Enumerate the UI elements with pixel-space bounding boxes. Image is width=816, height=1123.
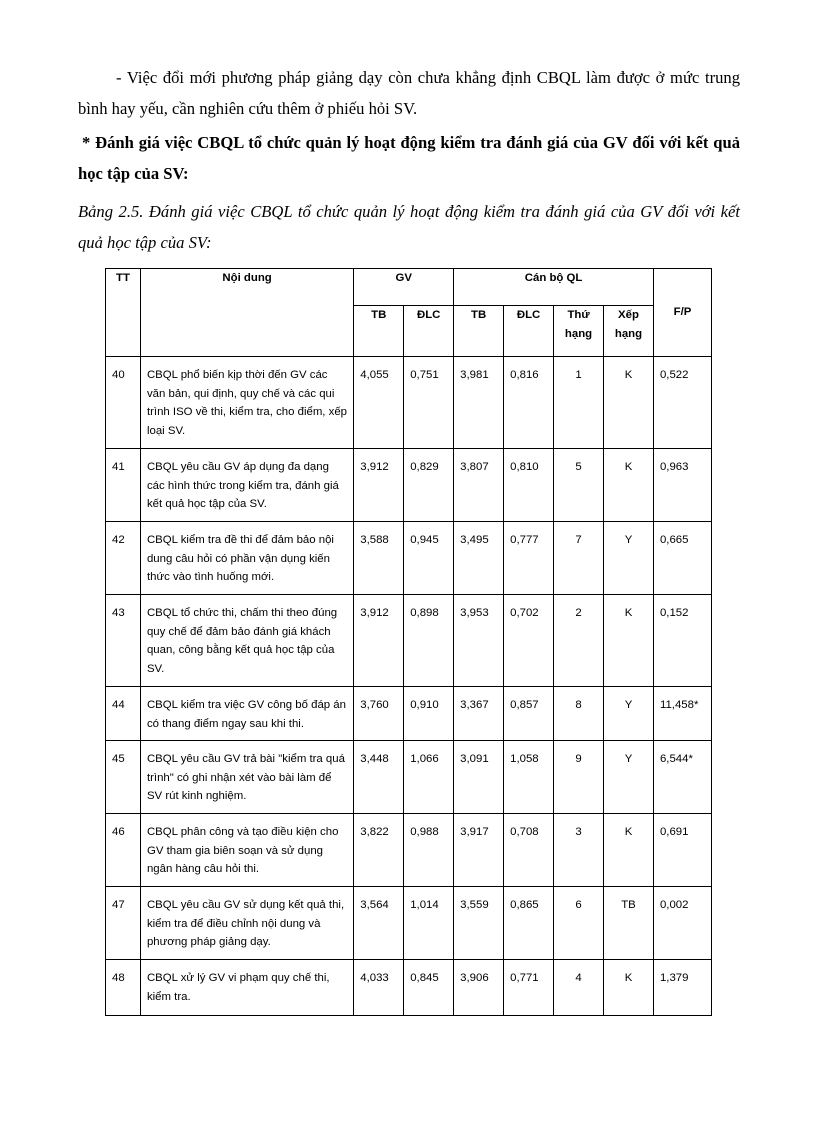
cell-tt: 46 xyxy=(106,814,141,887)
cell-gv-dlc: 0,751 xyxy=(404,357,454,449)
cell-rank: 9 xyxy=(554,741,604,814)
cell-gv-tb: 3,912 xyxy=(354,449,404,522)
cell-content: CBQL kiểm tra đề thi để đảm bảo nội dung câu hỏi có phần vận dụng kiến thức vào tình huống mới. xyxy=(140,522,353,595)
header-content: Nội dung xyxy=(140,269,353,357)
cell-tt: 44 xyxy=(106,687,141,741)
cell-rank: 6 xyxy=(554,887,604,960)
header-fp: F/P xyxy=(653,269,711,357)
cell-fp: 0,152 xyxy=(653,595,711,687)
cell-tt: 47 xyxy=(106,887,141,960)
cell-content: CBQL yêu cầu GV sử dụng kết quả thi, kiểm tra để điều chỉnh nội dung và phương pháp giảng dạy. xyxy=(140,887,353,960)
header-tt: TT xyxy=(106,269,141,357)
cell-ql-dlc: 0,771 xyxy=(504,960,554,1016)
header-gv: GV xyxy=(354,269,454,306)
cell-content: CBQL phân công và tạo điều kiện cho GV tham gia biên soạn và sử dụng ngân hàng câu hỏi thi. xyxy=(140,814,353,887)
cell-gv-tb: 3,588 xyxy=(354,522,404,595)
cell-gv-tb: 3,822 xyxy=(354,814,404,887)
cell-grade: K xyxy=(604,449,654,522)
cell-gv-dlc: 1,014 xyxy=(404,887,454,960)
cell-ql-tb: 3,559 xyxy=(454,887,504,960)
cell-content: CBQL xử lý GV vi phạm quy chế thi, kiểm tra. xyxy=(140,960,353,1016)
cell-ql-dlc: 0,810 xyxy=(504,449,554,522)
table-row xyxy=(106,449,712,522)
cell-rank: 8 xyxy=(554,687,604,741)
table-caption: Bảng 2.5. Đánh giá việc CBQL tổ chức quản lý hoạt động kiểm tra đánh giá của GV đối với kết quả học tập của SV: xyxy=(78,202,740,252)
cell-ql-dlc: 1,058 xyxy=(504,741,554,814)
cell-content: CBQL yêu cầu GV trả bài "kiểm tra quá trình" có ghi nhận xét vào bài làm để SV rút kinh nghiệm. xyxy=(140,741,353,814)
table-row xyxy=(106,814,712,887)
table-row xyxy=(106,357,712,449)
cell-gv-tb: 4,055 xyxy=(354,357,404,449)
cell-gv-dlc: 1,066 xyxy=(404,741,454,814)
cell-rank: 3 xyxy=(554,814,604,887)
cell-tt: 43 xyxy=(106,595,141,687)
cell-rank: 2 xyxy=(554,595,604,687)
cell-ql-tb: 3,807 xyxy=(454,449,504,522)
cell-ql-tb: 3,495 xyxy=(454,522,504,595)
cell-rank: 5 xyxy=(554,449,604,522)
cell-content: CBQL yêu cầu GV áp dụng đa dạng các hình thức trong kiểm tra, đánh giá kết quả học tập của SV. xyxy=(140,449,353,522)
evaluation-table xyxy=(105,268,712,1016)
cell-grade: Y xyxy=(604,687,654,741)
cell-fp: 0,665 xyxy=(653,522,711,595)
cell-grade: Y xyxy=(604,741,654,814)
cell-fp: 1,379 xyxy=(653,960,711,1016)
cell-grade: K xyxy=(604,960,654,1016)
cell-gv-tb: 3,760 xyxy=(354,687,404,741)
cell-ql-dlc: 0,702 xyxy=(504,595,554,687)
cell-ql-dlc: 0,777 xyxy=(504,522,554,595)
table-row xyxy=(106,595,712,687)
cell-gv-dlc: 0,898 xyxy=(404,595,454,687)
cell-ql-tb: 3,981 xyxy=(454,357,504,449)
table-row xyxy=(106,960,712,1016)
cell-tt: 45 xyxy=(106,741,141,814)
table-row xyxy=(106,522,712,595)
cell-gv-tb: 3,912 xyxy=(354,595,404,687)
cell-fp: 0,963 xyxy=(653,449,711,522)
cell-rank: 4 xyxy=(554,960,604,1016)
cell-rank: 7 xyxy=(554,522,604,595)
cell-ql-tb: 3,091 xyxy=(454,741,504,814)
cell-fp: 0,002 xyxy=(653,887,711,960)
cell-gv-dlc: 0,988 xyxy=(404,814,454,887)
cell-grade: TB xyxy=(604,887,654,960)
cell-ql-tb: 3,367 xyxy=(454,687,504,741)
cell-gv-dlc: 0,945 xyxy=(404,522,454,595)
cell-ql-tb: 3,917 xyxy=(454,814,504,887)
cell-ql-dlc: 0,708 xyxy=(504,814,554,887)
table-row xyxy=(106,887,712,960)
header-gv-tb: TB xyxy=(354,306,404,357)
section-heading: * Đánh giá việc CBQL tổ chức quản lý hoạt động kiểm tra đánh giá của GV đối với kết quả học tập của SV: xyxy=(78,133,740,183)
cell-ql-dlc: 0,816 xyxy=(504,357,554,449)
header-rank: Thứ hạng xyxy=(554,306,604,357)
cell-gv-tb: 4,033 xyxy=(354,960,404,1016)
paragraph-intro: - Việc đổi mới phương pháp giảng dạy còn chưa khẳng định CBQL làm được ở mức trung bình hay yếu, cần nghiên cứu thêm ở phiếu hỏi SV. xyxy=(78,68,740,118)
cell-fp: 0,522 xyxy=(653,357,711,449)
table-row xyxy=(106,741,712,814)
cell-grade: K xyxy=(604,357,654,449)
cell-ql-dlc: 0,857 xyxy=(504,687,554,741)
cell-content: CBQL tổ chức thi, chấm thi theo đúng quy chế để đảm bảo đánh giá khách quan, công bằng kết quả học tập của SV. xyxy=(140,595,353,687)
cell-gv-tb: 3,448 xyxy=(354,741,404,814)
header-ql-tb: TB xyxy=(454,306,504,357)
cell-content: CBQL kiểm tra việc GV công bố đáp án có thang điểm ngay sau khi thi. xyxy=(140,687,353,741)
cell-tt: 42 xyxy=(106,522,141,595)
table-row xyxy=(106,687,712,741)
cell-fp: 11,458* xyxy=(653,687,711,741)
cell-fp: 0,691 xyxy=(653,814,711,887)
cell-content: CBQL phổ biến kịp thời đến GV các văn bản, qui định, quy chế và các qui trình ISO về thi, kiểm tra, cho điểm, xếp loại SV. xyxy=(140,357,353,449)
cell-tt: 40 xyxy=(106,357,141,449)
cell-fp: 6,544* xyxy=(653,741,711,814)
cell-ql-tb: 3,906 xyxy=(454,960,504,1016)
header-ql-dlc: ĐLC xyxy=(504,306,554,357)
header-gv-dlc: ĐLC xyxy=(404,306,454,357)
cell-ql-dlc: 0,865 xyxy=(504,887,554,960)
cell-gv-dlc: 0,845 xyxy=(404,960,454,1016)
cell-grade: K xyxy=(604,814,654,887)
cell-rank: 1 xyxy=(554,357,604,449)
cell-gv-tb: 3,564 xyxy=(354,887,404,960)
cell-tt: 48 xyxy=(106,960,141,1016)
cell-ql-tb: 3,953 xyxy=(454,595,504,687)
cell-gv-dlc: 0,829 xyxy=(404,449,454,522)
header-cbql: Cán bộ QL xyxy=(454,269,654,306)
header-grade: Xếp hạng xyxy=(604,306,654,357)
cell-tt: 41 xyxy=(106,449,141,522)
cell-gv-dlc: 0,910 xyxy=(404,687,454,741)
cell-grade: K xyxy=(604,595,654,687)
cell-grade: Y xyxy=(604,522,654,595)
